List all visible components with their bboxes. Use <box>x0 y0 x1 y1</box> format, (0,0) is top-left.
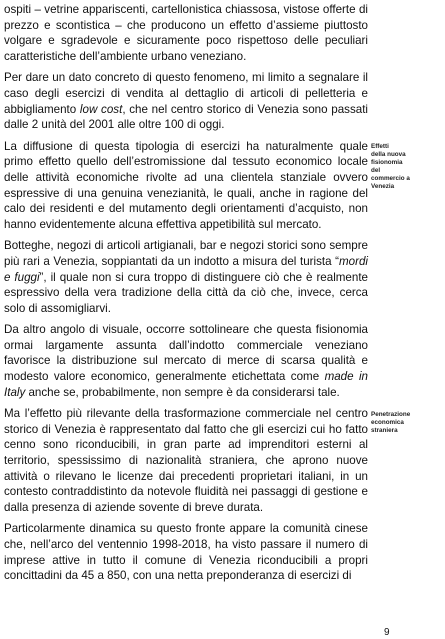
paragraph-6: Ma l’effetto più rilevante della trasformazione commerciale nel centro storico di Venezia è rappresentato dal fatto che gli esercizi cui ho fatto cenno sono riconducibili, in gran parte ad imprenditori esterni al territorio, spessissimo di nazionalità straniera, che aprono nuove attività o rilevano le licenze dai precedenti proprietari italiani, in un contesto contraddistinto da notevole fluidità nei passaggi di gestione e dalla presenza di aziende sovente di breve durata. <box>4 407 368 514</box>
page-number: 9 <box>384 627 390 638</box>
paragraph-4: Botteghe, negozi di articoli artigianali, bar e negozi storici sono sempre più rari a Venezia, soppiantati da un indotto a misura del turista “mordi e fuggi”, il quale non si cura troppo di distinguere ciò che è realmente espressivo della vera tradizione della città da ciò che, invece, cerca solo di assomigliarvi. <box>4 239 368 315</box>
paragraph-7: Particolarmente dinamica su questo fronte appare la comunità cinese che, nell’arco del ventennio 1998-2018, ha visto passare il numero di imprese attive in tutto il comune di Venezia riconducibili a propri concittadini da 45 a 850, con una netta preponderanza di esercizi di <box>4 522 368 583</box>
paragraph-2: Per dare un dato concreto di questo fenomeno, mi limito a segnalare il caso degli esercizi di vendita al dettaglio di articoli di pelletteria e abbigliamento low cost, che nel centro storico di Venezia sono passati dalle 2 unità del 2001 alle oltre 100 di oggi. <box>4 71 368 132</box>
paragraph-1: ospiti – vetrine appariscenti, cartellonistica chiassosa, vistose offerte di prezzo e scontistica – che producono un effetto d’assieme piuttosto volgare e sgradevole e sicuramente poco rispettoso delle peculiari caratteristiche dell’ambiente urbano veneziano. <box>4 3 368 63</box>
paragraph-5: Da altro angolo di visuale, occorre sottolineare che questa fisionomia ormai largamente assunta dall’indotto commerciale veneziano favorisce la distribuzione sul mercato di merce di scarsa qualità e modesto valore economico, generalmente etichettata come made in Italy anche se, probabilmente, non sempre è da considerarsi tale. <box>4 323 369 399</box>
margin-note-foreign-penetration: Penetrazione economica straniera <box>371 411 411 434</box>
margin-note-effects: Effetti della nuova fisionomia del commercio a Venezia <box>371 143 410 190</box>
main-text <box>4 2 368 590</box>
paragraph-3: La diffusione di questa tipologia di esercizi ha naturalmente quale primo effetto quello dell’estromissione dal tessuto economico locale delle attività economiche rivolte ad una clientela stanziale ovvero espressive di una genuina venezianità, le quali, anche in ragione del calo dei residenti e del mutamento degli orientamenti d’acquisto, non hanno evidentemente alcuna effettiva appetibilità sul mercato. <box>4 139 368 231</box>
